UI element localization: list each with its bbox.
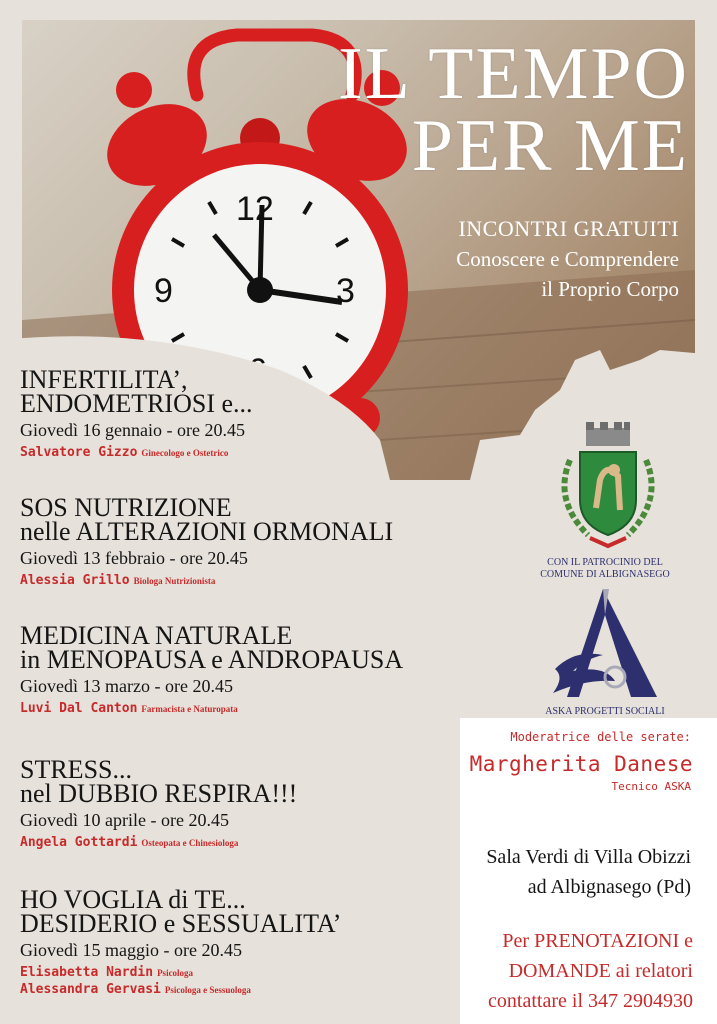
patronage-line-2: COMUNE DI ALBIGNASEGO (540, 569, 670, 580)
event-date: Giovedì 13 febbraio - ore 20.45 (20, 548, 248, 568)
venue-line-2: ad Albignasego (Pd) (527, 876, 691, 898)
title-line-1: IL TEMPO (337, 33, 689, 115)
event-title-line-1: SOS NUTRIZIONE (20, 493, 232, 522)
event-date: Giovedì 15 maggio - ore 20.45 (20, 940, 242, 960)
speaker-name: Luvi Dal Canton (20, 701, 138, 716)
event-title-line-2: nel DUBBIO RESPIRA!!! (20, 779, 298, 808)
event-date: Giovedì 16 gennaio - ore 20.45 (20, 420, 245, 440)
clock-numeral-9: 9 (154, 272, 173, 310)
event-title-line-2: nelle ALTERAZIONI ORMONALI (20, 517, 394, 546)
event-speaker (20, 445, 460, 460)
speaker-name: Angela Gottardi (20, 835, 138, 850)
event-title-line-1: STRESS... (20, 755, 132, 784)
moderator-label: Moderatrice delle serate: (510, 730, 691, 744)
event-item (20, 621, 460, 758)
speaker-role: Psicologa (157, 968, 194, 978)
event-item (20, 755, 460, 888)
event-item (20, 365, 460, 496)
patronage-line-1: CON IL PATROCINIO DEL (547, 557, 663, 568)
speaker-name: Elisabetta Nardin (20, 965, 154, 980)
booking-line-1: Per PRENOTAZIONI e (502, 930, 693, 952)
subtitle-line-3: il Proprio Corpo (541, 277, 679, 301)
speaker-role: Ginecologo e Ostetrico (141, 448, 229, 458)
speaker-role: Psicologa e Sessuologa (164, 985, 251, 995)
poster-subtitle (456, 214, 679, 304)
event-speaker (20, 573, 460, 588)
event-speaker (20, 982, 460, 997)
event-title-line-2: in MENOPAUSA e ANDROPAUSA (20, 645, 404, 674)
event-item (20, 493, 460, 624)
speaker-name: Alessia Grillo (20, 573, 130, 588)
venue-address (486, 842, 691, 902)
event-title-line-1: MEDICINA NATURALE (20, 621, 293, 650)
title-line-2: PER ME (411, 105, 689, 187)
events-list (20, 365, 460, 997)
poster-title (337, 33, 689, 187)
event-item (20, 885, 460, 997)
venue-line-1: Sala Verdi di Villa Obizzi (486, 846, 691, 868)
event-date: Giovedì 13 marzo - ore 20.45 (20, 676, 233, 696)
patronage-text (525, 557, 685, 581)
moderator-role: Tecnico ASKA (611, 780, 691, 793)
event-title-line-2: ENDOMETRIOSI e... (20, 389, 253, 418)
event-title-line-1: INFERTILITA’, (20, 365, 188, 394)
booking-info (488, 926, 693, 1016)
clock-numeral-12: 12 (236, 190, 274, 228)
speaker-name: Alessandra Gervasi (20, 982, 161, 997)
organizer-name: ASKA PROGETTI SOCIALI (545, 706, 665, 717)
moderator-name: Margherita Danese (469, 752, 693, 776)
aska-logo-icon (545, 585, 665, 705)
booking-line-2: DOMANDE ai relatori (508, 960, 693, 982)
clock-numeral-3: 3 (336, 272, 355, 310)
subtitle-line-1: INCONTRI GRATUITI (458, 216, 679, 241)
event-title-line-2: DESIDERIO e SESSUALITA’ (20, 909, 342, 938)
event-speaker (20, 835, 460, 850)
speaker-name: Salvatore Gizzo (20, 445, 138, 460)
subtitle-line-2: Conoscere e Comprendere (456, 247, 679, 271)
event-speaker (20, 965, 460, 980)
speaker-role: Osteopata e Chinesiologa (141, 838, 239, 848)
municipal-crest-icon (548, 420, 668, 555)
event-speaker (20, 701, 460, 716)
event-title-line-1: HO VOGLIA di TE... (20, 885, 246, 914)
event-date: Giovedì 10 aprile - ore 20.45 (20, 810, 229, 830)
speaker-role: Farmacista e Naturopata (141, 704, 238, 714)
booking-line-3: contattare il 347 2904930 (488, 990, 693, 1012)
speaker-role: Biologa Nutrizionista (133, 576, 216, 586)
